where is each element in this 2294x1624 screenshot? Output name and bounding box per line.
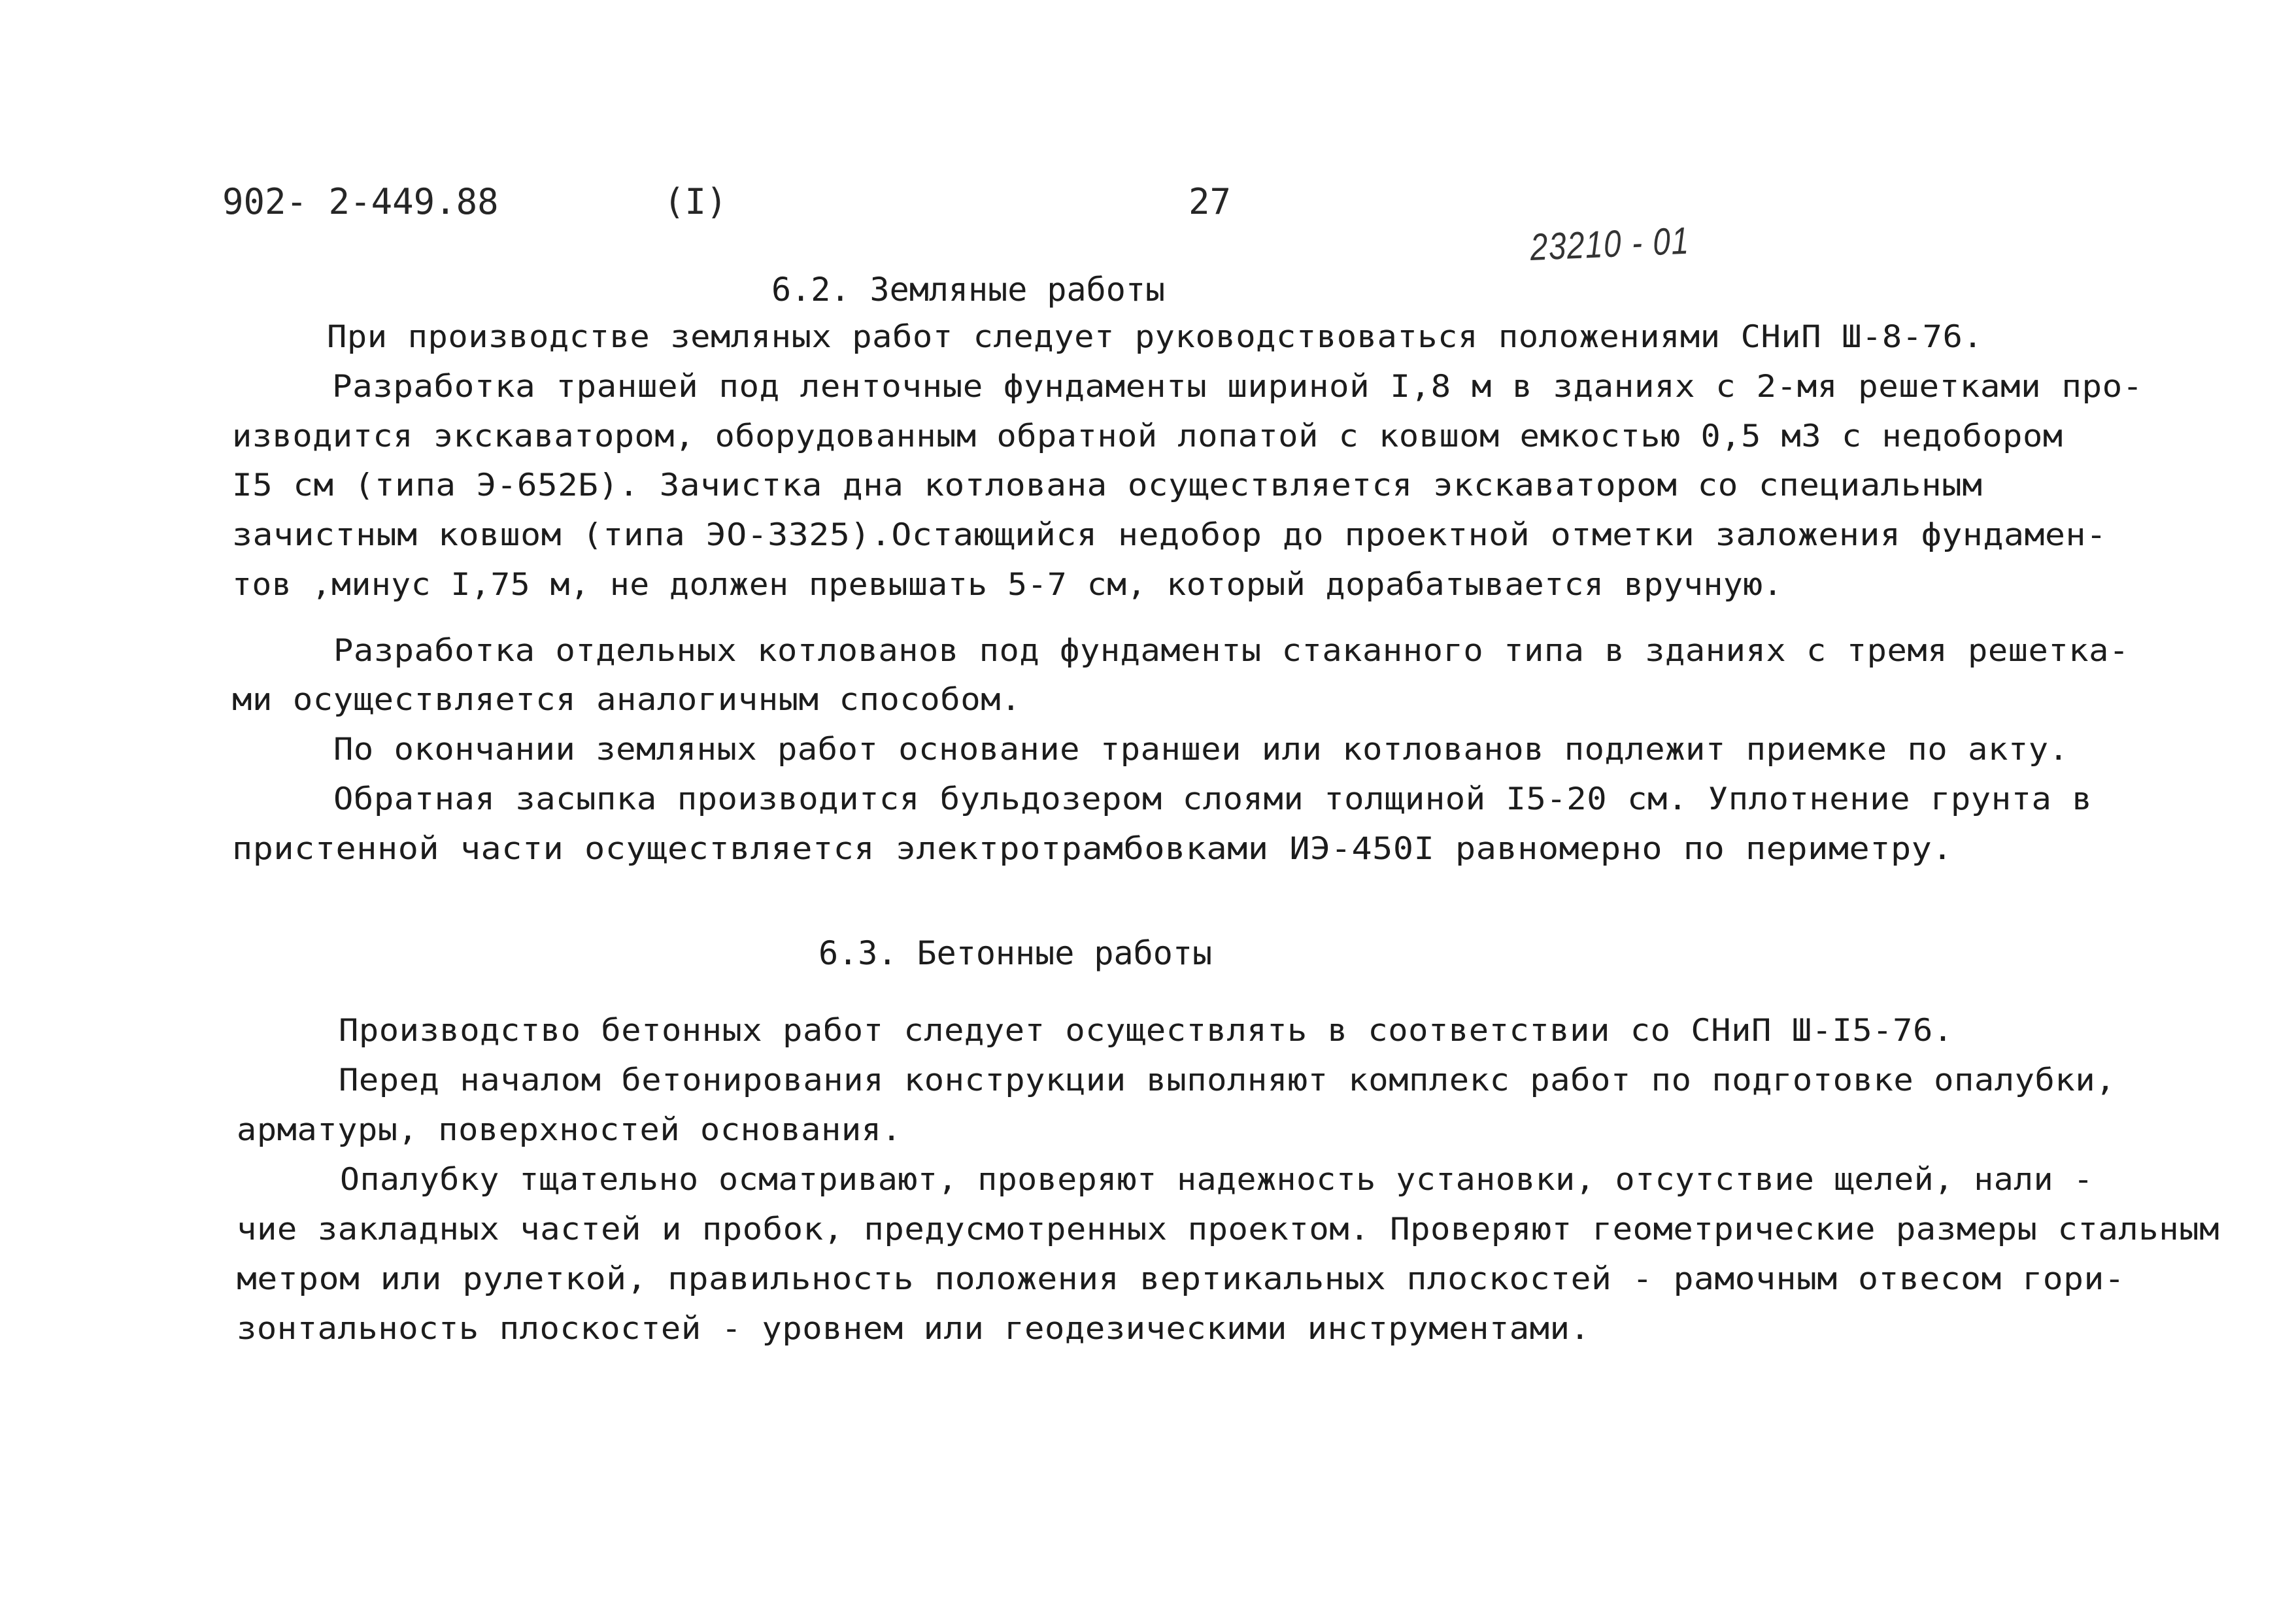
text-line: метром или рулеткой, правильность положения вертикальных плоскостей - рамочным отвесом гори- [237,1261,2125,1297]
text-line: ми осуществляется аналогичным способом. [232,682,1022,718]
text-line: Перед началом бетонирования конструкции выполняют комплекс работ по подготовке опалубки, [339,1062,2116,1098]
document-part: (I) [664,181,728,222]
text-line: зонтальность плоскостей - уровнем или геодезическими инструментами. [237,1311,1591,1347]
handwritten-stamp-number: 23210 - 01 [1529,219,1691,269]
text-line: По окончании земляных работ основание траншеи или котлованов подлежит приемке по акту. [333,732,2069,768]
section-heading-earthworks: 6.2. Земляные работы [771,271,1166,309]
text-line: изводится экскаватором, оборудованным обратной лопатой с ковшом емкостью 0,5 м3 с недобором [232,418,2063,454]
page-number: 27 [1189,181,1232,222]
text-line: Производство бетонных работ следует осуществлять в соответствии со СНиП Ш-I5-76. [339,1013,1953,1049]
text-line: Разработка траншей под ленточные фундаменты шириной I,8 м в зданиях с 2-мя решетками про- [332,369,2143,405]
document-code: 902- 2-449.88 [222,181,499,222]
text-line: I5 см (типа Э-652Б). Зачистка дна котлована осуществляется экскаватором со специальным [232,467,1983,503]
text-line: зачистным ковшом (типа ЭО-3325).Остающийся недобор до проектной отметки заложения фундамен- [232,517,2107,553]
text-line: тов ,минус I,75 м, не должен превышать 5-7 см, который дорабатывается вручную. [232,567,1783,603]
text-line: арматуры, поверхностей основания. [237,1112,902,1148]
text-line: пристенной части осуществляется электротрамбовками ИЭ-450I равномерно по периметру. [232,831,1953,867]
section-heading-concrete-works: 6.3. Бетонные работы [818,934,1213,972]
text-line: чие закладных частей и пробок, предусмотренных проектом. Проверяют геометрические размеры стальным [237,1211,2220,1247]
text-line: Опалубку тщательно осматривают, проверяют надежность установки, отсутствие щелей, нали - [340,1162,2094,1198]
text-line: При производстве земляных работ следует руководствоваться положениями СНиП Ш-8-76. [327,319,1983,355]
text-line: Разработка отдельных котлованов под фундаменты стаканного типа в зданиях с тремя решетка- [333,633,2129,669]
text-line: Обратная засыпка производится бульдозером слоями толщиной I5-20 см. Уплотнение грунта в [333,781,2093,817]
